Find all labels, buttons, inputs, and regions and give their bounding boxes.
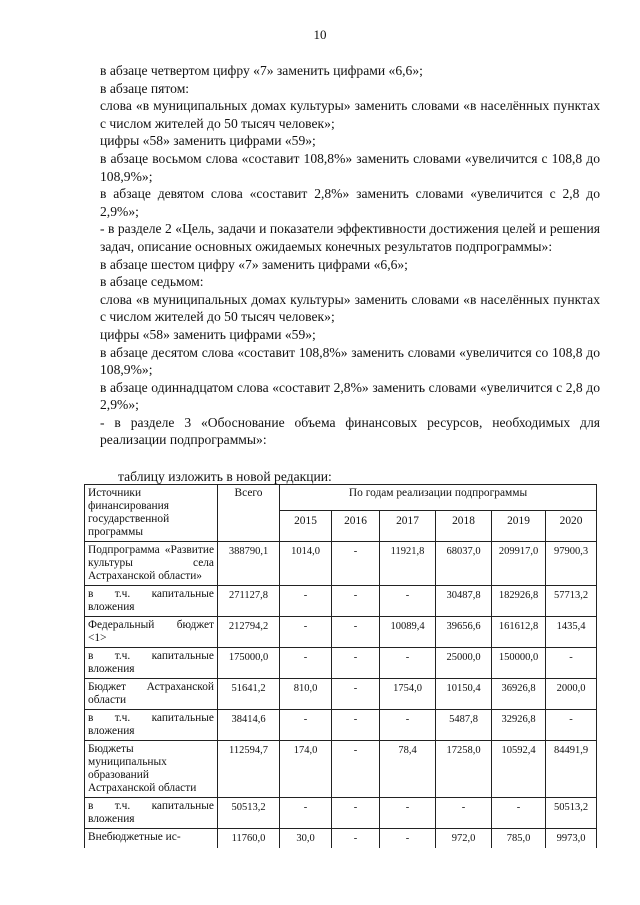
table-cell: - [280,617,332,648]
table-cell: 9973,0 [546,829,597,849]
table-cell: 51641,2 [218,679,280,710]
table-cell: 11921,8 [380,542,436,586]
header-year: 2020 [546,510,597,541]
table-cell: - [332,741,380,798]
table-cell: 50513,2 [546,798,597,829]
header-total: Всего [218,485,280,542]
table-cell: 150000,0 [492,648,546,679]
table-cell: - [380,710,436,741]
table-cell: 972,0 [436,829,492,849]
table-cell: 810,0 [280,679,332,710]
row-label: в т.ч. капитальные вложения [85,648,218,679]
paragraph: цифры «58» заменить цифрами «59»; [100,133,316,149]
paragraph: в абзаце пятом: [100,80,190,96]
table-cell: 5487,8 [436,710,492,741]
table-cell: 182926,8 [492,586,546,617]
row-label: в т.ч. капитальные вложения [85,586,218,617]
table-cell: - [280,586,332,617]
table-cell: - [380,829,436,849]
row-label: Внебюджетные ис- [85,829,218,849]
header-by-years: По годам реализации подпрограммы [280,485,597,511]
table-cell: 39656,6 [436,617,492,648]
table-cell: 30487,8 [436,586,492,617]
table-row [85,741,597,798]
paragraph: - в разделе 2 «Цель, задачи и показатели эффективности достижения целей и решения задач, описание основных ожидаемых конечных результатов подпрограммы»: [100,221,600,254]
header-year: 2015 [280,510,332,541]
table-cell: 2000,0 [546,679,597,710]
table-cell: - [436,798,492,829]
row-label: Подпрограмма «Развитие культуры села Астраханской области» [85,542,218,586]
header-source: Источники финансирования государственной программы [85,485,218,542]
table-cell: 11760,0 [218,829,280,849]
paragraph: в абзаце восьмом слова «составит 108,8%» заменить словами «увеличится с 108,8 до 108,9%»; [100,150,600,184]
table-row [85,617,597,648]
table-cell: 30,0 [280,829,332,849]
table-cell: - [280,798,332,829]
paragraph: слова «в муниципальных домах культуры» заменить словами «в населённых пунктах с числом жителей до 50 тысяч человек»; [100,98,600,131]
table-cell: 10150,4 [436,679,492,710]
paragraph: в абзаце четвертом цифру «7» заменить цифрами «6,6»; [100,63,423,78]
table-cell: - [380,586,436,617]
table-cell: 112594,7 [218,741,280,798]
table-row [85,542,597,586]
table-cell: 32926,8 [492,710,546,741]
table-row [85,710,597,741]
table-cell: - [332,648,380,679]
table-cell: 17258,0 [436,741,492,798]
table-cell: 785,0 [492,829,546,849]
table-row [85,829,597,849]
table-cell: - [332,829,380,849]
table-caption: таблицу изложить в новой редакции: [118,469,332,484]
table-cell: 36926,8 [492,679,546,710]
table-cell: - [380,648,436,679]
table-cell: 212794,2 [218,617,280,648]
table-cell: - [492,798,546,829]
table-cell: 57713,2 [546,586,597,617]
table-cell: - [332,798,380,829]
paragraph: в абзаце девятом слова «составит 2,8%» заменить словами «увеличится с 2,8 до 2,9%»; [100,186,600,219]
table-cell: 10592,4 [492,741,546,798]
table-cell: 175000,0 [218,648,280,679]
table-cell: 78,4 [380,741,436,798]
table-cell: 388790,1 [218,542,280,586]
table-cell: 161612,8 [492,617,546,648]
table-cell: 271127,8 [218,586,280,617]
table-cell: - [280,710,332,741]
paragraph: слова «в муниципальных домах культуры» заменить словами «в населённых пунктах с числом жителей до 50 тысяч человек»; [100,291,600,325]
table-cell: - [332,679,380,710]
header-year: 2016 [332,510,380,541]
table-row [85,798,597,829]
table-cell: 97900,3 [546,542,597,586]
table-cell: - [332,710,380,741]
row-label: Бюджет Астраханской области [85,679,218,710]
table-cell: - [332,586,380,617]
financing-table [84,484,597,848]
paragraph: цифры «58» заменить цифрами «59»; [100,326,316,342]
table-cell: 50513,2 [218,798,280,829]
table-cell: 25000,0 [436,648,492,679]
header-year: 2019 [492,510,546,541]
paragraph: в абзаце одиннадцатом слова «составит 2,8%» заменить словами «увеличится с 2,8 до 2,9%»; [100,379,600,413]
table-cell: 10089,4 [380,617,436,648]
table-cell: - [546,648,597,679]
table-cell: 38414,6 [218,710,280,741]
table-row [85,679,597,710]
table-body [85,542,597,849]
table-cell: 1014,0 [280,542,332,586]
header-year: 2017 [380,510,436,541]
table-cell: 68037,0 [436,542,492,586]
paragraph: в абзаце шестом цифру «7» заменить цифрами «6,6»; [100,256,408,272]
table-cell: 174,0 [280,741,332,798]
paragraph: в абзаце десятом слова «составит 108,8%» заменить словами «увеличится со 108,8 до 108,9%»; [100,344,600,378]
table-cell: - [280,648,332,679]
table-row [85,648,597,679]
document-body [100,62,600,449]
table-row [85,586,597,617]
header-year: 2018 [436,510,492,541]
row-label: в т.ч. капитальные вложения [85,710,218,741]
table-cell: 209917,0 [492,542,546,586]
table-cell: - [546,710,597,741]
row-label: Федеральный бюджет <1> [85,617,218,648]
paragraph: - в разделе 3 «Обоснование объема финансовых ресурсов, необходимых для реализации подпрограммы»: [100,414,600,448]
table-cell: - [380,798,436,829]
table-cell: 1435,4 [546,617,597,648]
table-cell: 1754,0 [380,679,436,710]
paragraph: в абзаце седьмом: [100,274,204,290]
table-cell: - [332,542,380,586]
page-number: 10 [313,27,327,42]
row-label: в т.ч. капитальные вложения [85,798,218,829]
table-cell: 84491,9 [546,741,597,798]
table-cell: - [332,617,380,648]
row-label: Бюджеты муниципальных образований Астраханской области [85,741,218,798]
